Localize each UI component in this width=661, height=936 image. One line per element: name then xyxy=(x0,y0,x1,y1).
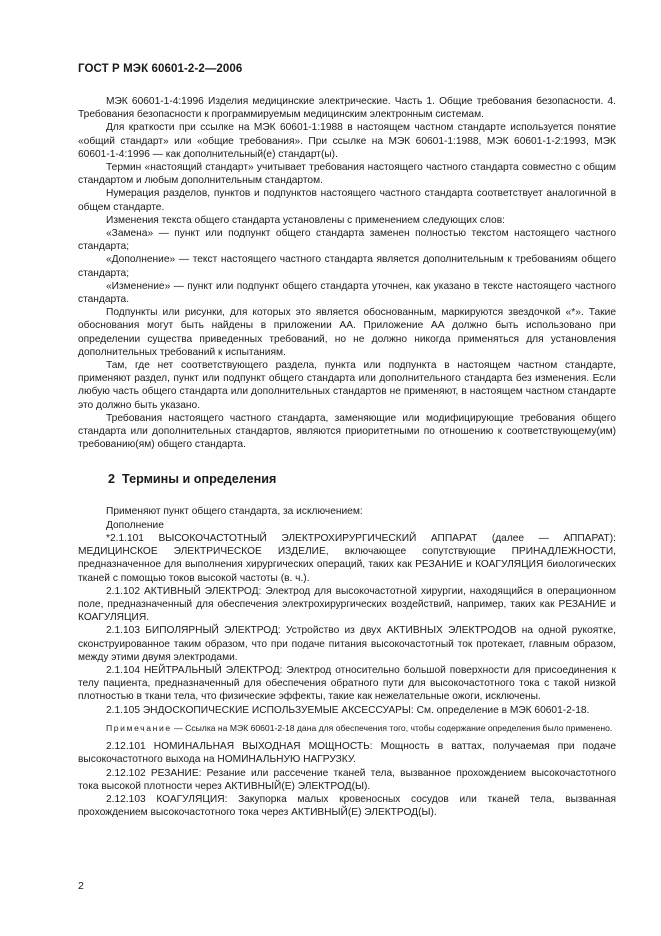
intro-paragraph: Там, где нет соответствующего раздела, пункта или подпункта в настоящем частном стандарте, применяют раздел, пункт или подпункт общего стандарта или дополнительного стандарта без изменения. Если любую часть общего стандарта или дополнительных стандартов не применяют, в настоящем частном стандарте это должно быть указано. xyxy=(78,360,616,411)
section-paragraph: Дополнение xyxy=(106,519,164,531)
document-header: ГОСТ Р МЭК 60601-2-2—2006 xyxy=(78,63,243,75)
section-heading xyxy=(108,472,616,486)
intro-paragraph: Требования настоящего частного стандарта, заменяющие или модифицирующие требования общего стандарта или дополнительных стандартов, являются приоритетными по отношению к соответствующему(им) требованию(ям) общего стандарта. xyxy=(78,412,616,451)
intro-paragraph: Термин «настоящий стандарт» учитывает требования настоящего частного стандарта совместно с общим стандартом и любым дополнительным стандартом. xyxy=(78,162,616,187)
document-body xyxy=(78,95,616,819)
section-title: Термины и определения xyxy=(122,472,277,487)
definition-paragraph: 2.1.103 БИПОЛЯРНЫЙ ЭЛЕКТРОД: Устройство из двух АКТИВНЫХ ЭЛЕКТРОДОВ на одной рукоятке, сконструированное таким образом, что при подаче питания высокочастотный ток протекает, главным образом, между этими двумя электродами. xyxy=(78,625,616,663)
definition-paragraph: 2.1.105 ЭНДОСКОПИЧЕСКИЕ ИСПОЛЬЗУЕМЫЕ АКСЕССУАРЫ: См. определение в МЭК 60601-2-18. xyxy=(106,704,590,716)
definition-paragraph: 2.12.103 КОАГУЛЯЦИЯ: Закупорка малых кровеносных сосудов или тканей тела, вызванная прохождением высокочастотного тока через АКТИВНЫЙ(Е) ЭЛЕКТРОД(Ы). xyxy=(78,794,616,819)
intro-paragraph: «Замена» — пункт или подпункт общего стандарта заменен полностью текстом настоящего частного стандарта; xyxy=(78,228,616,253)
intro-paragraph: Изменения текста общего стандарта установлены с применением следующих слов: xyxy=(106,214,505,226)
intro-paragraph: «Дополнение» — текст настоящего частного стандарта является дополнительным к требованиям общего стандарта; xyxy=(78,254,616,279)
page-number: 2 xyxy=(78,880,84,892)
intro-paragraph: Подпункты или рисунки, для которых это является обоснованным, маркируются звездочкой «*». Такие обоснования могут быть найдены в приложении АА. Приложение АА должно быть использовано при определении существа приведенных требований, но не должно никогда применяться для установления дополнительных требований к испытаниям. xyxy=(78,307,616,358)
definition-paragraph: 2.12.101 НОМИНАЛЬНАЯ ВЫХОДНАЯ МОЩНОСТЬ: Мощность в ваттах, получаемая при подаче высокочастотного выхода на НОМИНАЛЬНУЮ НАГРУЗКУ. xyxy=(78,741,616,766)
definition-paragraph: 2.12.102 РЕЗАНИЕ: Резание или рассечение тканей тела, вызванное прохождением высокочастотного тока высокой плотности через АКТИВНЫЙ(Е) ЭЛЕКТРОД(Ы). xyxy=(78,767,616,792)
intro-paragraph: «Изменение» — пункт или подпункт общего стандарта уточнен, как указано в тексте настоящего частного стандарта. xyxy=(78,280,616,306)
definition-paragraph: 2.1.104 НЕЙТРАЛЬНЫЙ ЭЛЕКТРОД: Электрод относительно большой поверхности для присоединения к телу пациента, предназначенный для обеспечения обратного пути для высокочастотного тока с такой низкой плотностью в ткани тела, что физические эффекты, такие как нежелательные ожоги, исключены. xyxy=(78,664,616,703)
definition-paragraph: *2.1.101 ВЫСОКОЧАСТОТНЫЙ ЭЛЕКТРОХИРУРГИЧЕСКИЙ АППАРАТ (далее — АППАРАТ): МЕДИЦИНСКОЕ ЭЛЕКТРИЧЕСКОЕ ИЗДЕЛИЕ, включающее сопутствующие ПРИНАДЛЕЖНОСТИ, предназначенное для выполнения хирургических операций, таких как РЕЗАНИЕ и КОАГУЛЯЦИЯ биологических тканей с помощью токов высокой частоты (в. ч.). xyxy=(78,532,616,584)
intro-paragraph: Для краткости при ссылке на МЭК 60601-1:1988 в настоящем частном стандарте используется понятие «общий стандарт» или «общие требования». При ссылке на МЭК 60601-1:1988, МЭК 60601-1-2:1993, МЭК 60601-1-4:1996 — как дополнительный(е) стандарт(ы). xyxy=(78,122,616,160)
definition-paragraph: 2.1.102 АКТИВНЫЙ ЭЛЕКТРОД: Электрод для высокочастотной хирургии, находящийся в операционном поле, предназначенный для обеспечения электрохирургических воздействий, например, таких как РЕЗАНИЕ и КОАГУЛЯЦИЯ. xyxy=(78,585,616,624)
note-label: Примечание xyxy=(106,722,172,733)
note-paragraph xyxy=(78,723,616,735)
section-number: 2 xyxy=(108,472,116,487)
intro-paragraph: Нумерация разделов, пунктов и подпунктов настоящего частного стандарта соответствует аналогичной в общем стандарте. xyxy=(78,188,616,213)
note-text: — Ссылка на МЭК 60601-2-18 дана для обеспечения того, чтобы содержание определения было применено. xyxy=(171,722,613,733)
section-paragraph: Применяют пункт общего стандарта, за исключением: xyxy=(106,506,363,518)
intro-paragraph: МЭК 60601-1-4:1996 Изделия медицинские электрические. Часть 1. Общие требования безопасности. 4. Требования безопасности к программируемым медицинским электронным системам. xyxy=(78,96,616,121)
